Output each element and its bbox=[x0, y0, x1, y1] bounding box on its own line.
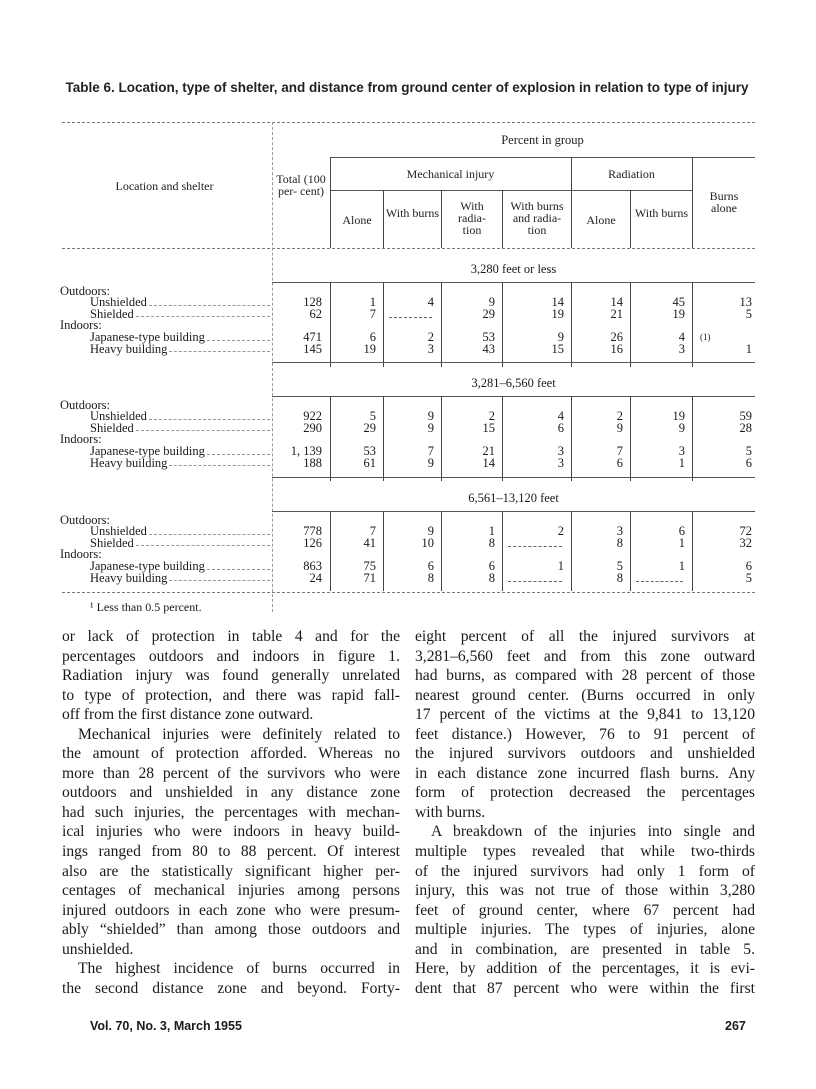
table-cell: 1 bbox=[678, 535, 685, 550]
table-cell: 9 bbox=[427, 455, 434, 470]
row-label-container bbox=[60, 535, 272, 550]
column-divider bbox=[630, 190, 631, 248]
group-label-outdoors: Outdoors: bbox=[60, 513, 110, 527]
table-cell: 6 bbox=[745, 455, 752, 470]
table-cell: 5 bbox=[369, 409, 376, 423]
table-cell: 9 bbox=[427, 524, 434, 538]
table-row bbox=[60, 455, 755, 470]
row-label: Shielded bbox=[90, 306, 134, 321]
table-cell: 28 bbox=[739, 420, 752, 435]
table-row bbox=[60, 341, 755, 356]
table-cell: 9 bbox=[557, 330, 564, 344]
table-cell: 61 bbox=[363, 455, 376, 470]
table-cell: 5 bbox=[745, 444, 752, 458]
table-cell: 290 bbox=[303, 420, 322, 435]
table-cell: 7 bbox=[369, 306, 376, 321]
table-cell: 1 bbox=[745, 341, 752, 356]
table-cell: 6 bbox=[745, 559, 752, 573]
rule bbox=[272, 362, 755, 363]
section-title: 3,281–6,560 feet bbox=[471, 376, 556, 390]
paragraph-line: of the injured survivors had only 1 form of bbox=[415, 862, 755, 880]
header-radiation-with-burns: With burns bbox=[634, 206, 689, 220]
table-cell: 1 bbox=[488, 524, 495, 538]
paragraph-line: had burns, as compared with 28 percent of those bbox=[415, 667, 755, 685]
paragraph-line: Here, by addition of the percentages, it is evi- bbox=[415, 960, 755, 978]
dot-leader bbox=[136, 423, 270, 432]
paragraph-line: eight percent of all the injured survivors at bbox=[415, 628, 755, 645]
empty-cell-dash bbox=[508, 538, 562, 547]
paragraph-line: feet of ground center, where 67 percent had bbox=[415, 901, 755, 919]
table-row bbox=[60, 570, 755, 585]
table-cell: 126 bbox=[303, 535, 322, 550]
table-cell: 1 bbox=[678, 455, 685, 470]
row-label: Heavy building bbox=[90, 455, 168, 470]
table-cell: 4 bbox=[427, 295, 434, 309]
dot-leader bbox=[169, 458, 270, 467]
header-bottom-rule bbox=[62, 248, 755, 249]
table-cell: 72 bbox=[739, 524, 752, 538]
table-cell: 7 bbox=[616, 444, 623, 458]
table-cell: 2 bbox=[557, 524, 564, 538]
column-divider bbox=[692, 157, 693, 248]
table-cell: 15 bbox=[551, 341, 564, 356]
paragraph-line: centages of mechanical injuries among persons bbox=[62, 882, 400, 900]
paragraph-line: injury, this was not true of those within 3,280 bbox=[415, 882, 755, 900]
table-cell: 1, 139 bbox=[290, 444, 322, 458]
table-cell: 1 bbox=[557, 559, 564, 573]
header-mech-alone: Alone bbox=[342, 213, 372, 227]
table-cell: 26 bbox=[610, 330, 623, 344]
table-cell: 6 bbox=[427, 559, 434, 573]
table-cell: 471 bbox=[303, 330, 322, 344]
header-mech-with-burns-and-radiation: With burns and radia- tion bbox=[510, 199, 564, 237]
table-cell: 8 bbox=[427, 570, 434, 585]
footnote: ¹ Less than 0.5 percent. bbox=[90, 600, 202, 614]
paragraph-line: percentages outdoors and indoors in figure 1. bbox=[62, 647, 400, 665]
table-cell: 43 bbox=[482, 341, 495, 356]
empty-cell-dash bbox=[389, 309, 432, 318]
table-row bbox=[60, 297, 755, 309]
table-cell: 9 bbox=[427, 409, 434, 423]
table-cell: 4 bbox=[678, 330, 685, 344]
paragraph-line: the injured survivors outdoors and unshielded bbox=[415, 745, 755, 763]
table-cell: 1 bbox=[369, 295, 376, 309]
group-label-indoors: Indoors: bbox=[60, 547, 102, 561]
table-cell: 8 bbox=[488, 570, 495, 585]
table-row bbox=[60, 526, 755, 538]
table-cell: 7 bbox=[427, 444, 434, 458]
paragraph-line: 3,281–6,560 feet and from this zone outward bbox=[415, 647, 755, 665]
row-label: Heavy building bbox=[90, 341, 168, 356]
header-mech-with-burns: With burns bbox=[385, 206, 440, 220]
paragraph-line: ings ranged from 80 to 88 percent. Of interest bbox=[62, 843, 400, 861]
table-cell: 4 bbox=[557, 409, 564, 423]
paragraph-line: unshielded. bbox=[62, 940, 134, 958]
table-cell: 3 bbox=[427, 341, 434, 356]
table-cell: 14 bbox=[610, 295, 623, 309]
table-cell: 9 bbox=[678, 420, 685, 435]
table-cell: 863 bbox=[303, 559, 322, 573]
table-cell: 2 bbox=[488, 409, 495, 423]
group-label-outdoors: Outdoors: bbox=[60, 284, 110, 298]
table-cell: 32 bbox=[739, 535, 752, 550]
table-row bbox=[60, 411, 755, 423]
table-cell: 29 bbox=[363, 420, 376, 435]
table-cell: 19 bbox=[363, 341, 376, 356]
row-label: Shielded bbox=[90, 535, 134, 550]
paragraph-line: in each distance zone incurred flash burns. Any bbox=[415, 764, 755, 782]
paragraph-line: multiple injuries. The types of injuries, alone bbox=[415, 921, 755, 939]
page-number: 267 bbox=[725, 1019, 746, 1033]
paragraph-line: feet distance.) However, 76 to 91 percent of bbox=[415, 725, 755, 743]
section-title: 6,561–13,120 feet bbox=[468, 491, 559, 505]
paragraph-line: form of protection decreased the percentages bbox=[415, 784, 755, 802]
group-label-indoors: Indoors: bbox=[60, 318, 102, 332]
dot-leader bbox=[169, 573, 270, 582]
table-cell: 3 bbox=[678, 444, 685, 458]
table-cell: 145 bbox=[303, 341, 322, 356]
table-cell: 19 bbox=[672, 409, 685, 423]
table-top-rule bbox=[62, 122, 755, 123]
paragraph-line: dent that 87 percent who were within the first bbox=[415, 979, 755, 997]
row-label-container bbox=[60, 420, 272, 435]
column-divider bbox=[441, 190, 442, 248]
dot-leader bbox=[207, 332, 270, 341]
row-label: Japanese-type building bbox=[90, 559, 205, 573]
table-cell: 62 bbox=[309, 306, 322, 321]
dot-leader bbox=[149, 526, 270, 535]
paragraph-line: off from the first distance zone outward. bbox=[62, 706, 314, 724]
row-label: Heavy building bbox=[90, 570, 168, 585]
journal-citation: Vol. 70, No. 3, March 1955 bbox=[90, 1019, 242, 1033]
table-cell: 6 bbox=[616, 455, 623, 470]
column-divider bbox=[383, 190, 384, 248]
table-cell: 14 bbox=[551, 295, 564, 309]
rule bbox=[272, 396, 755, 397]
paragraph-line: ical injuries who were indoors in heavy build- bbox=[62, 823, 400, 841]
paragraph-line: A breakdown of the injuries into single and bbox=[431, 823, 755, 841]
row-label-container bbox=[60, 306, 272, 321]
row-label: Unshielded bbox=[90, 524, 147, 538]
header-location: Location and shelter bbox=[115, 179, 214, 193]
table-cell: 7 bbox=[369, 524, 376, 538]
table-cell: 8 bbox=[616, 570, 623, 585]
paragraph-line: The highest incidence of burns occurred in bbox=[78, 960, 400, 978]
paragraph-line: to type of protection, and there was rapid fall- bbox=[62, 686, 400, 704]
dot-leader bbox=[207, 446, 270, 455]
row-label: Japanese-type building bbox=[90, 444, 205, 458]
table-cell: 128 bbox=[303, 295, 322, 309]
table-cell: 53 bbox=[482, 330, 495, 344]
table-row bbox=[60, 420, 755, 435]
table-cell: 13 bbox=[739, 295, 752, 309]
table-cell: 71 bbox=[363, 570, 376, 585]
section-title: 3,280 feet or less bbox=[470, 262, 557, 276]
table-cell: 8 bbox=[488, 535, 495, 550]
paragraph-line: had such injuries, the percentages with mechan- bbox=[62, 803, 400, 821]
table-title: Table 6. Location, type of shelter, and distance from ground center of explosion in relation to type of injury bbox=[65, 80, 749, 95]
paragraph-line: 17 percent of the victims at the 9,841 to 13,120 bbox=[415, 706, 755, 724]
header-mech-with-radiation: With radia- tion bbox=[458, 199, 486, 237]
table-cell: 10 bbox=[421, 535, 434, 550]
body-column-left bbox=[62, 627, 400, 998]
table-cell: 53 bbox=[363, 444, 376, 458]
paragraph-line: the amount of protection afforded. Whereas no bbox=[62, 745, 400, 763]
header-total: Total (100 per- cent) bbox=[276, 172, 326, 198]
table-cell: 3 bbox=[678, 341, 685, 356]
rule bbox=[272, 477, 755, 478]
table-cell: 75 bbox=[363, 559, 376, 573]
rule bbox=[272, 511, 755, 512]
dot-leader bbox=[136, 309, 270, 318]
paragraph-line: more than 28 percent of the survivors who were bbox=[62, 764, 400, 782]
table-cell: 8 bbox=[616, 535, 623, 550]
table-cell: 188 bbox=[303, 455, 322, 470]
table-cell: 6 bbox=[678, 524, 685, 538]
table-cell: 1 bbox=[678, 559, 685, 573]
paragraph-line: Radiation injury was found generally unrelated bbox=[62, 667, 400, 685]
group-label-outdoors: Outdoors: bbox=[60, 398, 110, 412]
table-cell: 6 bbox=[488, 559, 495, 573]
table-row bbox=[60, 535, 755, 550]
row-label-container bbox=[60, 570, 272, 585]
table-bottom-rule bbox=[62, 592, 755, 593]
empty-cell-dash bbox=[636, 573, 683, 582]
header-radiation-alone: Alone bbox=[586, 213, 616, 227]
table-cell: 41 bbox=[363, 535, 376, 550]
table-cell: 24 bbox=[309, 570, 322, 585]
table-cell: 5 bbox=[745, 306, 752, 321]
group-label-indoors: Indoors: bbox=[60, 432, 102, 446]
dot-leader bbox=[207, 561, 270, 570]
header-radiation: Radiation bbox=[608, 167, 655, 181]
table-cell: (1) bbox=[700, 332, 711, 342]
row-label: Shielded bbox=[90, 420, 134, 435]
paragraph-line: Mechanical injuries were definitely related to bbox=[78, 725, 400, 743]
table-cell: 5 bbox=[616, 559, 623, 573]
paragraph-line: ably “shielded” than among those outdoors and bbox=[62, 921, 400, 939]
table-cell: 21 bbox=[482, 444, 495, 458]
paragraph-line: the second distance zone and beyond. Forty- bbox=[62, 979, 400, 997]
dot-leader bbox=[136, 538, 270, 547]
table-cell: 2 bbox=[616, 409, 623, 423]
paragraph-line: also are the statistically significant higher per- bbox=[62, 862, 400, 880]
table-cell: 9 bbox=[488, 295, 495, 309]
table-cell: 59 bbox=[739, 409, 752, 423]
table-cell: 3 bbox=[557, 444, 564, 458]
table-cell: 6 bbox=[557, 420, 564, 435]
table-cell: 21 bbox=[610, 306, 623, 321]
table-cell: 19 bbox=[672, 306, 685, 321]
empty-cell-dash bbox=[508, 573, 562, 582]
row-label-container bbox=[60, 341, 272, 356]
paragraph-line: multiple types revealed that while two-thirds bbox=[415, 843, 755, 861]
dot-leader bbox=[149, 297, 270, 306]
table-cell: 922 bbox=[303, 409, 322, 423]
paragraph-line: injured outdoors in each zone who were presum- bbox=[62, 901, 400, 919]
paragraph-line: outdoors and unshielded in any distance zone bbox=[62, 784, 400, 802]
table-cell: 19 bbox=[551, 306, 564, 321]
dot-leader bbox=[169, 344, 270, 353]
rule bbox=[272, 282, 755, 283]
header-mechanical-injury: Mechanical injury bbox=[406, 167, 495, 181]
table-row bbox=[60, 306, 755, 321]
table-cell: 14 bbox=[482, 455, 495, 470]
table-cell: 45 bbox=[672, 295, 685, 309]
row-label-container bbox=[60, 455, 272, 470]
rule bbox=[330, 190, 692, 191]
row-label: Japanese-type building bbox=[90, 330, 205, 344]
paragraph-line: and in combination, are presented in table 5. bbox=[415, 940, 755, 958]
table-cell: 2 bbox=[427, 330, 434, 344]
table-cell: 778 bbox=[303, 524, 322, 538]
header-percent-in-group: Percent in group bbox=[501, 133, 584, 147]
paragraph-line: or lack of protection in table 4 and for the bbox=[62, 628, 400, 645]
paragraph-line: with burns. bbox=[415, 803, 486, 821]
table-cell: 9 bbox=[616, 420, 623, 435]
row-label: Unshielded bbox=[90, 295, 147, 309]
table-cell: 15 bbox=[482, 420, 495, 435]
body-column-right bbox=[415, 627, 755, 998]
row-label: Unshielded bbox=[90, 409, 147, 423]
table-cell: 16 bbox=[610, 341, 623, 356]
dot-leader bbox=[149, 411, 270, 420]
paragraph-line: nearest ground center. (Burns occurred in only bbox=[415, 686, 755, 704]
table-cell: 5 bbox=[745, 570, 752, 585]
table-cell: 9 bbox=[427, 420, 434, 435]
table-cell: 6 bbox=[369, 330, 376, 344]
header-burns-alone: Burns alone bbox=[709, 189, 739, 215]
table-cell: 29 bbox=[482, 306, 495, 321]
table-cell: 3 bbox=[616, 524, 623, 538]
table-cell: 3 bbox=[557, 455, 564, 470]
